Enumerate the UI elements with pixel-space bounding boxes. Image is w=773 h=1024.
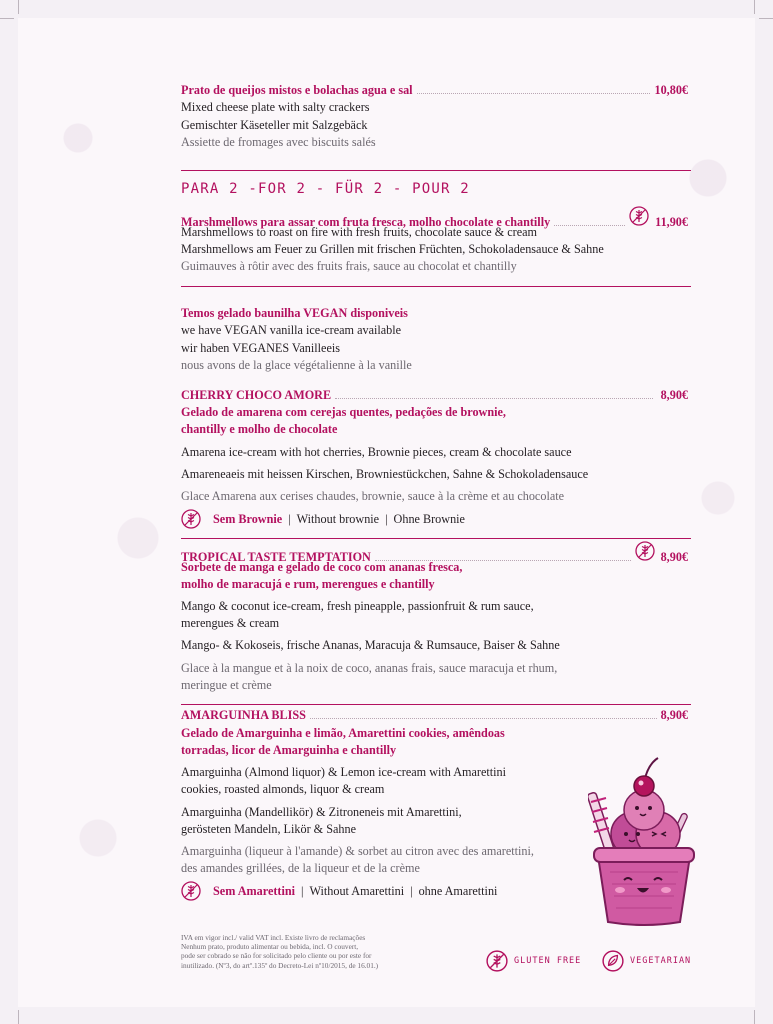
cherry-pt-1: Gelado de amarena com cerejas quentes, pedações de brownie, [181, 405, 506, 419]
legal-line: Nenhum prato, produto alimentar ou bebida, incl. O couvert, [181, 942, 359, 952]
gluten-free-icon [181, 881, 201, 901]
tropical-en-2: merengues & cream [181, 616, 280, 630]
amarguinha-de-1: Amarguinha (Mandellikör) & Zitroneneis mit Amarettini, [181, 805, 462, 819]
crop-mark [754, 0, 755, 14]
tropical-fr-2: meringue et crème [181, 678, 272, 692]
legend-vegetarian-label: VEGETARIAN [630, 956, 692, 966]
crop-mark [759, 18, 773, 19]
cheese-plate-en: Mixed cheese plate with salty crackers [181, 100, 370, 114]
tropical-pt-2: molho de maracujá e rum, merengues e chantilly [181, 577, 435, 591]
separator: | [301, 884, 304, 898]
divider [181, 286, 691, 287]
legend-gluten-free [486, 950, 581, 972]
gluten-free-icon [635, 541, 655, 561]
cheese-plate-name: Prato de queijos mistos e bolachas agua e sal [181, 83, 413, 97]
vegan-note-pt: Temos gelado baunilha VEGAN disponiveis [181, 306, 408, 320]
legend-gluten-free-label: GLUTEN FREE [514, 956, 582, 966]
separator: | [288, 512, 291, 526]
section-title: PARA 2 -FOR 2 - FÜR 2 - POUR 2 [181, 181, 470, 197]
separator: | [385, 512, 388, 526]
marshmellows-name: Marshmellows para assar com fruta fresca, molho chocolate e chantilly [181, 215, 551, 229]
amarguinha-pt-1: Gelado de Amarguinha e limão, Amarettini cookies, amêndoas [181, 726, 505, 740]
amarguinha-row [181, 707, 688, 723]
legal-note [181, 933, 471, 970]
divider [181, 170, 691, 171]
amarguinha-fr-1: Amarguinha (liqueur à l'amande) & sorbet au citron avec des amarettini, [181, 844, 534, 858]
vegetarian-leaf-icon [602, 950, 624, 972]
divider [181, 538, 691, 539]
amarguinha-fr-2: des amandes grillées, de la liqueur et de la crème [181, 861, 420, 875]
cheese-plate-fr: Assiette de fromages avec biscuits salés [181, 135, 376, 149]
legal-line: inutilizado. (Nº3, do artº.135º do Decreto-Lei nº10/2015, de 16.01.) [181, 960, 379, 970]
amarguinha-price: 8,90€ [660, 708, 688, 722]
amarguinha-en-1: Amarguinha (Almond liquor) & Lemon ice-cream with Amarettini [181, 765, 507, 779]
cherry-fr: Glace Amarena aux cerises chaudes, brownie, sauce à la crème et au chocolate [181, 489, 565, 503]
marshmellows-de: Marshmellows am Feuer zu Grillen mit frischen Früchten, Schokoladensauce & Sahne [181, 242, 604, 256]
tropical-pt-1: Sorbete de manga e gelado de coco com ananas fresca, [181, 560, 463, 574]
cherry-row [181, 387, 688, 403]
gluten-free-icon [181, 509, 201, 529]
amarguinha-option-en: Without Amarettini [309, 884, 405, 898]
cherry-option-pt: Sem Brownie [213, 512, 283, 526]
legend-vegetarian [602, 950, 691, 972]
crop-mark [0, 18, 14, 19]
legal-line: IVA em vigor incl./ valid VAT incl. Existe livro de reclamações [181, 933, 366, 942]
vegan-note-de: wir haben VEGANES Vanilleeis [181, 341, 340, 355]
marshmellows-fr: Guimauves à rôtir avec des fruits frais, sauce au chocolat et chantilly [181, 259, 517, 273]
vegan-note-en: we have VEGAN vanilla ice-cream available [181, 323, 402, 337]
amarguinha-de-2: gerösteten Mandeln, Likör & Sahne [181, 822, 356, 836]
crop-mark [18, 0, 19, 14]
cherry-de: Amareneaeis mit heissen Kirschen, Browniestückchen, Sahne & Schokoladensauce [181, 467, 589, 481]
tropical-fr-1: Glace à la mangue et à la noix de coco, ananas frais, sauce maracuja et rhum, [181, 661, 558, 675]
cheese-plate-price: 10,80€ [654, 83, 688, 97]
tropical-name: TROPICAL TASTE TEMPTATION [181, 550, 371, 564]
dot-leader [335, 387, 652, 399]
cheese-plate-de: Gemischter Käseteller mit Salzgebäck [181, 118, 368, 132]
cherry-price: 8,90€ [660, 388, 688, 402]
gluten-free-icon [486, 950, 508, 972]
cherry-option-de: Ohne Brownie [393, 512, 465, 526]
cheese-plate-row [181, 82, 688, 98]
marshmellows-en: Marshmellows to roast on fire with fresh fruits, chocolate sauce & cream [181, 225, 538, 239]
amarguinha-option-pt: Sem Amarettini [213, 884, 296, 898]
crop-mark [754, 1010, 755, 1024]
vegan-note-fr: nous avons de la glace végétalienne à la vanille [181, 358, 412, 372]
tropical-en-1: Mango & coconut ice-cream, fresh pineapple, passionfruit & rum sauce, [181, 599, 534, 613]
amarguinha-name: AMARGUINHA BLISS [181, 708, 306, 722]
cherry-en: Amarena ice-cream with hot cherries, Brownie pieces, cream & chocolate sauce [181, 445, 572, 459]
legal-line: pode ser cobrado se não for solicitado pelo cliente ou por este for [181, 951, 372, 961]
tropical-de: Mango- & Kokoseis, frische Ananas, Maracuja & Rumsauce, Baiser & Sahne [181, 638, 560, 652]
gluten-free-icon [629, 206, 649, 226]
cherry-option-en: Without brownie [296, 512, 380, 526]
amarguinha-pt-2: torradas, licor de Amarguinha e chantilly [181, 743, 397, 757]
crop-mark [18, 1010, 19, 1024]
amarguinha-option [181, 881, 497, 901]
dot-leader [417, 82, 651, 94]
marshmellows-price: 11,90€ [655, 215, 688, 229]
amarguinha-option-de: ohne Amarettini [418, 884, 498, 898]
cherry-option [181, 509, 465, 529]
ice-cream-mascot-illustration [588, 752, 700, 930]
cherry-pt-2: chantilly e molho de chocolate [181, 422, 338, 436]
marshmellows-row [181, 206, 688, 229]
dot-leader [554, 214, 625, 226]
tropical-row [181, 541, 688, 564]
divider [181, 704, 691, 705]
amarguinha-en-2: cookies, roasted almonds, liquor & cream [181, 782, 385, 796]
separator: | [410, 884, 413, 898]
tropical-price: 8,90€ [660, 550, 688, 564]
cherry-name: CHERRY CHOCO AMORE [181, 388, 332, 402]
dot-leader [310, 707, 657, 719]
